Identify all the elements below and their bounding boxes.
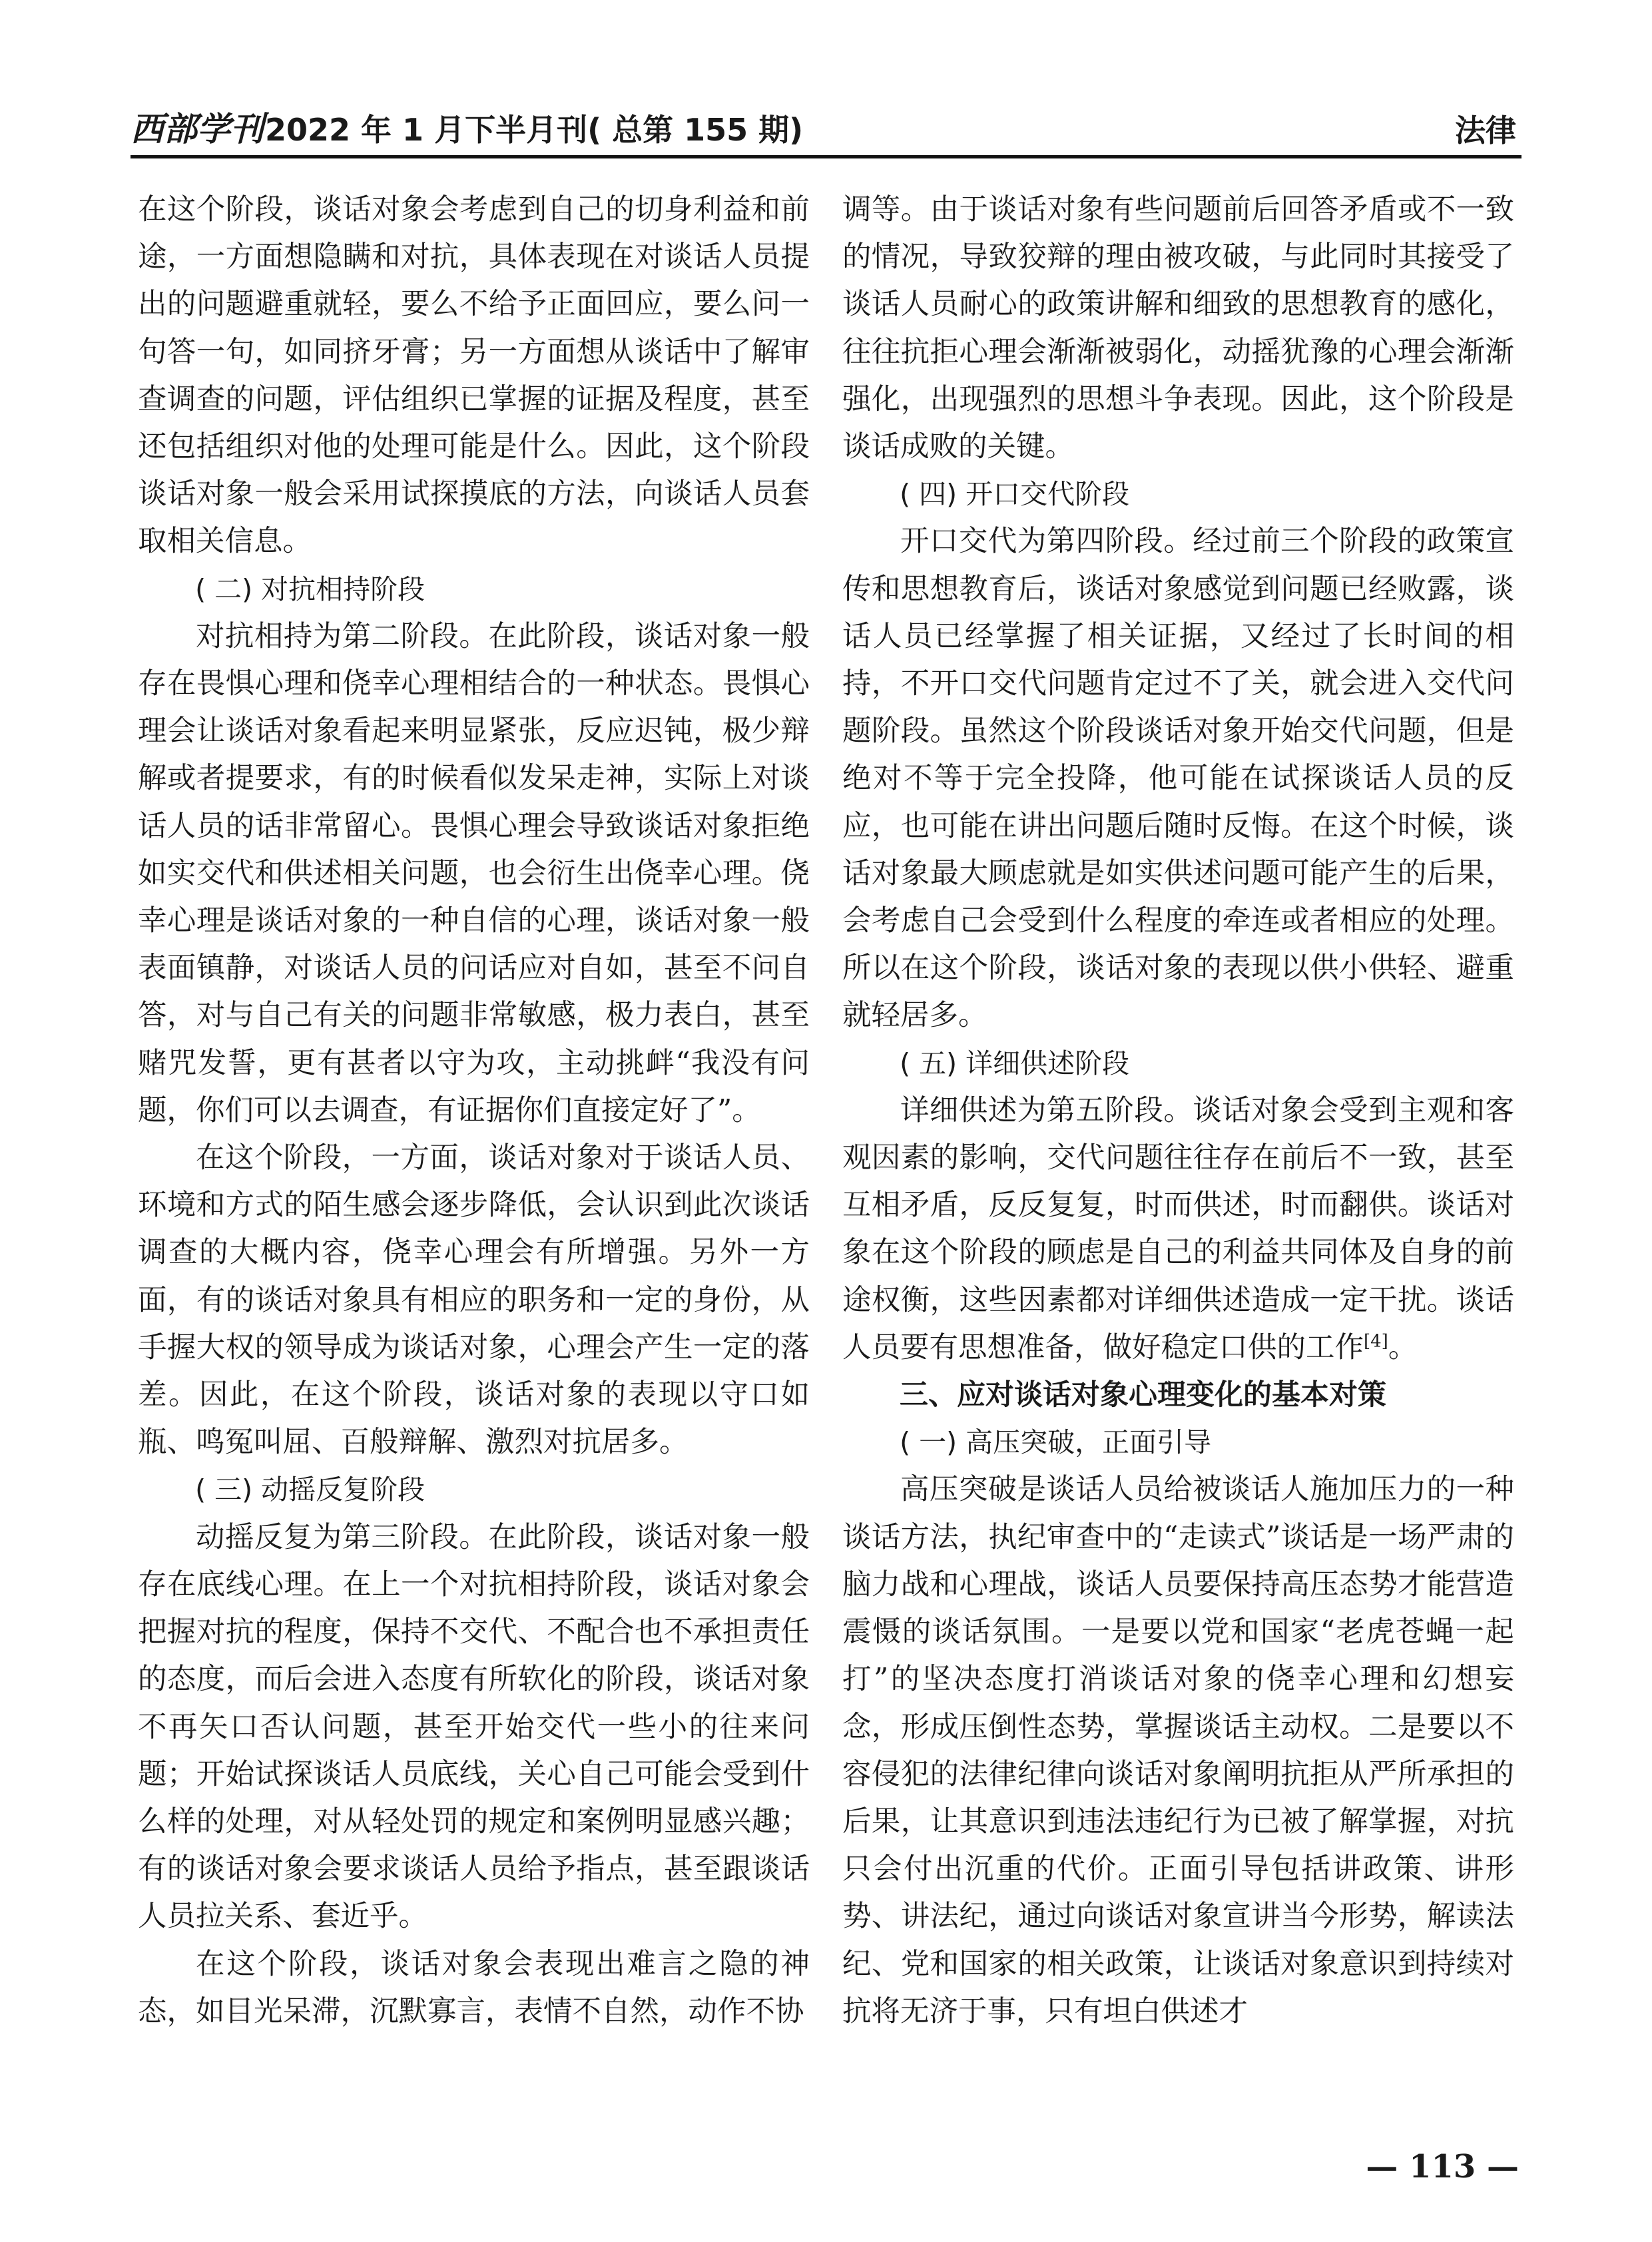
subsection-heading bbox=[842, 1040, 1514, 1087]
subsection-heading bbox=[138, 1466, 810, 1514]
paragraph-text: 调等。由于谈话对象有些问题前后回答矛盾或不一致的情况，导致狡辩的理由被攻破，与此同时其接受了谈话人员耐心的政策讲解和细致的思想教育的感化，往往抗拒心理会渐渐被弱化，动摇犹豫的心理会渐渐强化，出现强烈的思想斗争表现。因此，这个阶段是谈话成败的关键。 bbox=[842, 193, 1514, 464]
paragraph-text: 在这个阶段，一方面，谈话对象对于谈话人员、环境和方式的陌生感会逐步降低，会认识到此次谈话调查的大概内容，侥幸心理会有所增强。另外一方面，有的谈话对象具有相应的职务和一定的身份，从手握大权的领导成为谈话对象，心理会产生一定的落差。因此，在这个阶段，谈话对象的表现以守口如瓶、鸣冤叫屈、百般辩解、激烈对抗居多。 bbox=[138, 1141, 810, 1460]
paragraph-text: 开口交代为第四阶段。经过前三个阶段的政策宣传和思想教育后，谈话对象感觉到问题已经败露，谈话人员已经掌握了相关证据，又经过了长时间的相持，不开口交代问题肯定过不了关，就会进入交代问题阶段。虽然这个阶段谈话对象开始交代问题，但是绝对不等于完全投降，他可能在试探谈话人员的反应，也可能在讲出问题后随时反悔。在这个时候，谈话对象最大顾虑就是如实供述问题可能产生的后果，会考虑自己会受到什么程度的牵连或者相应的处理。所以在这个阶段，谈话对象的表现以供小供轻、避重就轻居多。 bbox=[842, 525, 1514, 1033]
body-paragraph bbox=[842, 186, 1514, 471]
issue-info: 2022 年 1 月下半月刊( 总第 155 期) bbox=[265, 112, 804, 148]
paragraph-text: ( 五) 详细供述阶段 bbox=[900, 1047, 1130, 1079]
journal-masthead bbox=[131, 103, 803, 150]
paragraph-text: ( 一) 高压突破，正面引导 bbox=[900, 1426, 1212, 1459]
paragraph-text: 三、应对谈话对象心理变化的基本对策 bbox=[900, 1378, 1386, 1412]
page-header bbox=[131, 105, 1521, 158]
paragraph-text: 动摇反复为第三阶段。在此阶段，谈话对象一般存在底线心理。在上一个对抗相持阶段，谈话对象会把握对抗的程度，保持不交代、不配合也不承担责任的态度，而后会进入态度有所软化的阶段，谈话对象不再矢口否认问题，甚至开始交代一些小的往来问题；开始试探谈话人员底线，关心自己可能会受到什么样的处理，对从轻处罚的规定和案例明显感兴趣；有的谈话对象会要求谈话人员给予指点，甚至跟谈话人员拉关系、套近乎。 bbox=[138, 1520, 810, 1934]
body-paragraph bbox=[842, 1466, 1514, 2035]
page-number: — 113 — bbox=[1366, 2148, 1519, 2185]
paragraph-text: ( 三) 动摇反复阶段 bbox=[195, 1474, 425, 1506]
paragraph-text: 在这个阶段，谈话对象会考虑到自己的切身利益和前途，一方面想隐瞒和对抗，具体表现在对谈话人员提出的问题避重就轻，要么不给予正面回应，要么问一句答一句，如同挤牙膏；另一方面想从谈话中了解审查调查的问题，评估组织已掌握的证据及程度，甚至还包括组织对他的处理可能是什么。因此，这个阶段谈话对象一般会采用试探摸底的方法，向谈话人员套取相关信息。 bbox=[138, 193, 810, 559]
header-rule bbox=[131, 155, 1521, 158]
citation-ref: [4] bbox=[1364, 1331, 1388, 1352]
body-paragraph bbox=[138, 186, 810, 566]
body-paragraph bbox=[842, 518, 1514, 1039]
section-label: 法律 bbox=[1455, 113, 1516, 148]
paragraph-tail: 。 bbox=[1388, 1330, 1418, 1364]
journal-logo: 西部学刊 bbox=[131, 109, 264, 148]
right-column bbox=[842, 186, 1514, 2036]
body-paragraph bbox=[138, 613, 810, 1135]
paragraph-text: ( 四) 开口交代阶段 bbox=[900, 478, 1130, 511]
subsection-heading bbox=[842, 471, 1514, 518]
paragraph-text: 高压突破是谈话人员给被谈话人施加压力的一种谈话方法，执纪审查中的“走读式”谈话是一场严肃的脑力战和心理战，谈话人员要保持高压态势才能营造震慑的谈话氛围。一是要以党和国家“老虎苍蝇一起打”的坚决态度打消谈话对象的侥幸心理和幻想妄念，形成压倒性态势，掌握谈话主动权。二是要以不容侵犯的法律纪律向谈话对象阐明抗拒从严所承担的后果，让其意识到违法违纪行为已被了解掌握，对抗只会付出沉重的代价。正面引导包括讲政策、讲形势、讲法纪，通过向谈话对象宣讲当今形势，解读法纪、党和国家的相关政策，让谈话对象意识到持续对抗将无济于事，只有坦白供述才 bbox=[842, 1473, 1514, 2028]
body-paragraph bbox=[138, 1135, 810, 1466]
body-paragraph bbox=[842, 1087, 1514, 1372]
paragraph-text: 在这个阶段，谈话对象会表现出难言之隐的神态，如目光呆滞，沉默寡言，表情不自然，动作不协 bbox=[138, 1947, 810, 2028]
paragraph-text: 对抗相持为第二阶段。在此阶段，谈话对象一般存在畏惧心理和侥幸心理相结合的一种状态。畏惧心理会让谈话对象看起来明显紧张，反应迟钝，极少辩解或者提要求，有的时候看似发呆走神，实际上对谈话人员的话非常留心。畏惧心理会导致谈话对象拒绝如实交代和供述相关问题，也会衍生出侥幸心理。侥幸心理是谈话对象的一种自信的心理，谈话对象一般表面镇静，对谈话人员的问话应对自如，甚至不问自答，对与自己有关的问题非常敏感，极力表白，甚至赌咒发誓，更有甚者以守为攻，主动挑衅“我没有问题，你们可以去调查，有证据你们直接定好了”。 bbox=[138, 619, 810, 1127]
body-paragraph bbox=[138, 1514, 810, 1941]
section-heading bbox=[842, 1372, 1514, 1419]
paragraph-text: 详细供述为第五阶段。谈话对象会受到主观和客观因素的影响，交代问题往往存在前后不一致，甚至互相矛盾，反反复复，时而供述，时而翻供。谈话对象在这个阶段的顾虑是自己的利益共同体及自身的前途权衡，这些因素都对详细供述造成一定干扰。谈话人员要有思想准备，做好稳定口供的工作 bbox=[842, 1093, 1514, 1364]
body-paragraph bbox=[138, 1941, 810, 2036]
paragraph-text: ( 二) 对抗相持阶段 bbox=[195, 573, 425, 605]
subsection-heading bbox=[138, 566, 810, 613]
left-column bbox=[138, 186, 810, 2036]
subsection-heading bbox=[842, 1419, 1514, 1466]
